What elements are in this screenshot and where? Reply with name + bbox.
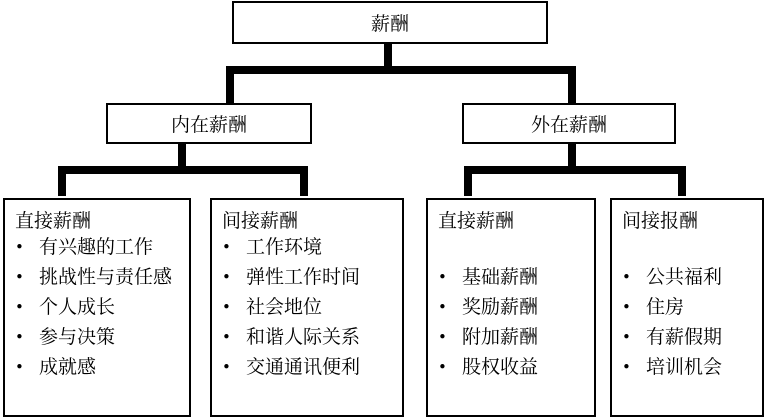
list-item: • 工作环境 [222, 236, 323, 258]
bullet-icon: • [222, 268, 231, 286]
branch-label-intrinsic: 内在薪酬 [170, 114, 247, 136]
branch-node-intrinsic [106, 103, 312, 144]
connector-right-sub-drop-1 [464, 166, 472, 196]
list-item: • 和谐人际关系 [222, 326, 361, 348]
list-item: • 培训机会 [622, 356, 723, 378]
bullet-icon: • [622, 298, 631, 316]
bullet-icon: • [622, 358, 631, 376]
panel-intrinsic-indirect [210, 198, 404, 417]
list-item: • 住房 [622, 296, 685, 318]
branch-node-extrinsic [462, 103, 676, 144]
connector-right-sub-drop-2 [678, 166, 686, 196]
connector-right-sub-bar [464, 166, 686, 174]
list-item: • 股权收益 [438, 356, 539, 378]
panel-extrinsic-direct [426, 198, 596, 417]
item-list [438, 266, 538, 386]
panel-title: 间接报酬 [622, 210, 699, 232]
connector-right-drop [568, 66, 576, 106]
bullet-icon: • [15, 328, 24, 346]
bullet-icon: • [222, 358, 231, 376]
panel-title: 直接薪酬 [438, 210, 515, 232]
list-item: • 挑战性与责任感 [15, 266, 173, 288]
bullet-icon: • [622, 328, 631, 346]
item-list [622, 266, 722, 386]
item-list [222, 236, 360, 386]
connector-left-sub-drop-1 [58, 166, 66, 196]
list-item: • 公共福利 [622, 266, 723, 288]
branch-label-extrinsic: 外在薪酬 [530, 114, 607, 136]
list-item: • 有薪假期 [622, 326, 723, 348]
list-item: • 社会地位 [222, 296, 323, 318]
bullet-icon: • [222, 328, 231, 346]
bullet-icon: • [222, 298, 231, 316]
connector-left-sub-bar [58, 166, 308, 174]
list-item: • 基础薪酬 [438, 266, 539, 288]
list-item: • 有兴趣的工作 [15, 236, 154, 258]
connector-left-drop [226, 66, 234, 106]
bullet-icon: • [622, 268, 631, 286]
list-item: • 附加薪酬 [438, 326, 539, 348]
connector-top-bar [226, 66, 576, 74]
item-list [15, 236, 172, 386]
bullet-icon: • [15, 238, 24, 256]
bullet-icon: • [222, 238, 231, 256]
root-label: 薪酬 [370, 13, 409, 35]
panel-title: 直接薪酬 [15, 210, 92, 232]
bullet-icon: • [438, 358, 447, 376]
bullet-icon: • [438, 298, 447, 316]
list-item: • 参与决策 [15, 326, 116, 348]
bullet-icon: • [438, 268, 447, 286]
bullet-icon: • [15, 358, 24, 376]
bullet-icon: • [15, 298, 24, 316]
bullet-icon: • [15, 268, 24, 286]
panel-title: 间接薪酬 [222, 210, 299, 232]
list-item: • 弹性工作时间 [222, 266, 361, 288]
list-item: • 奖励薪酬 [438, 296, 539, 318]
list-item: • 成就感 [15, 356, 97, 378]
list-item: • 交通通讯便利 [222, 356, 361, 378]
panel-extrinsic-indirect [610, 198, 764, 417]
root-node [232, 1, 548, 44]
panel-intrinsic-direct [3, 198, 191, 417]
list-item: • 个人成长 [15, 296, 116, 318]
connector-left-sub-drop-2 [300, 166, 308, 196]
bullet-icon: • [438, 328, 447, 346]
